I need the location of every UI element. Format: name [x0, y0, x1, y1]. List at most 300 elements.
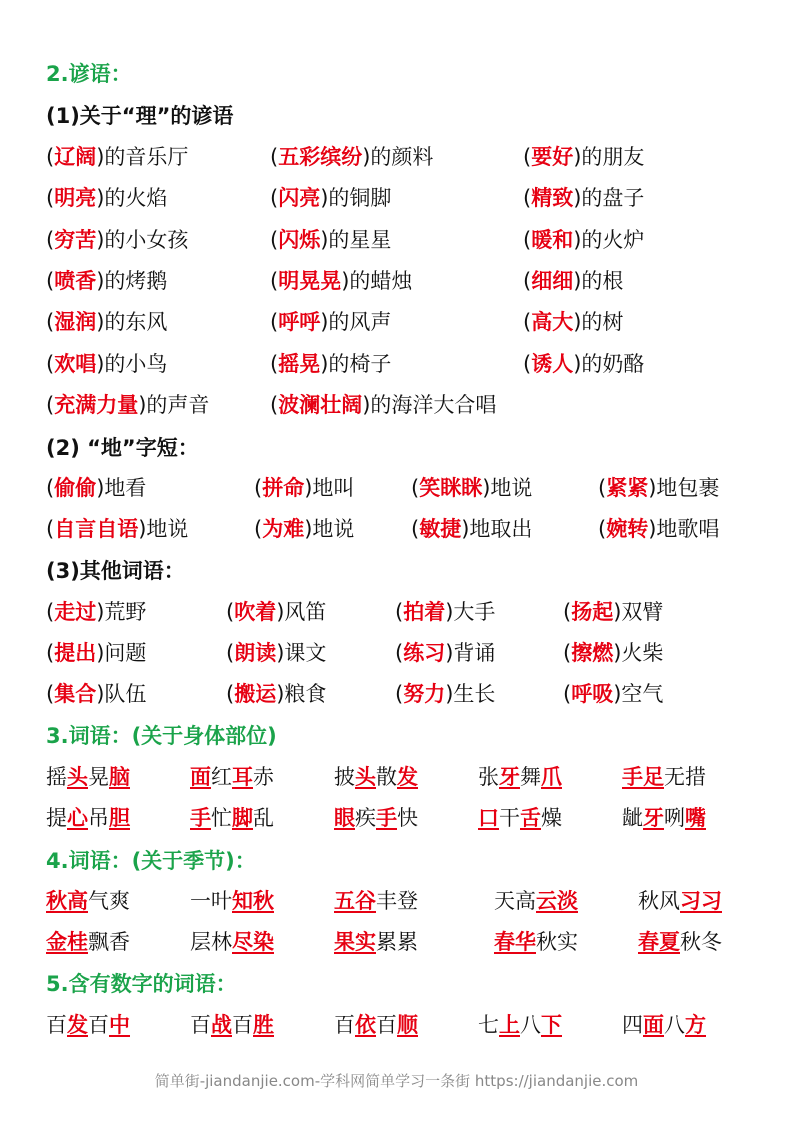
- phrase-cell: [411, 513, 532, 543]
- answer-word: 欢唱: [54, 352, 97, 376]
- open-paren: (: [523, 145, 532, 169]
- given-char: 咧: [664, 806, 685, 830]
- phrase-rest: 的风声: [328, 310, 392, 334]
- open-paren: (: [523, 269, 532, 293]
- open-paren: (: [523, 352, 532, 376]
- given-char: 晃: [88, 765, 109, 789]
- open-paren: (: [46, 393, 55, 417]
- close-paren: ): [304, 476, 313, 500]
- word-cell: [622, 761, 706, 791]
- open-paren: (: [46, 600, 55, 624]
- answer-char: 上: [499, 1013, 520, 1037]
- answer-char: 尽染: [232, 930, 274, 954]
- phrase-rest: 的小女孩: [104, 228, 189, 252]
- phrase-cell: [523, 265, 623, 295]
- word-cell: [478, 1009, 562, 1039]
- given-char: 忙: [211, 806, 232, 830]
- close-paren: ): [276, 682, 285, 706]
- word-cell: [622, 802, 706, 832]
- answer-word: 走过: [54, 600, 97, 624]
- given-char: 快: [397, 806, 418, 830]
- answer-char: 头: [355, 765, 376, 789]
- answer-word: 偷偷: [54, 476, 97, 500]
- open-paren: (: [254, 476, 263, 500]
- given-char: 秋冬: [680, 930, 722, 954]
- close-paren: ): [613, 641, 622, 665]
- answer-char: 面: [190, 765, 211, 789]
- open-paren: (: [46, 269, 55, 293]
- answer-word: 闪亮: [278, 186, 321, 210]
- phrase-cell: [270, 224, 391, 254]
- phrase-cell: [46, 306, 167, 336]
- phrase-cell: [46, 472, 146, 502]
- phrase-rest: 的树: [581, 310, 624, 334]
- answer-word: 婉转: [606, 517, 649, 541]
- answer-word: 明晃晃: [278, 269, 342, 293]
- answer-word: 摇晃: [278, 352, 321, 376]
- answer-char: 脚: [232, 806, 253, 830]
- close-paren: ): [573, 310, 582, 334]
- given-char: 层林: [190, 930, 232, 954]
- answer-word: 为难: [262, 517, 305, 541]
- close-paren: ): [573, 186, 582, 210]
- answer-word: 自言自语: [54, 517, 139, 541]
- phrase-cell: [523, 306, 623, 336]
- word-cell: [190, 1009, 274, 1039]
- phrase-rest: 的火焰: [104, 186, 168, 210]
- phrase-cell: [563, 637, 663, 667]
- word-cell: [46, 761, 130, 791]
- answer-char: 云淡: [536, 889, 578, 913]
- given-char: 一叶: [190, 889, 232, 913]
- open-paren: (: [226, 600, 235, 624]
- given-char: 飘香: [88, 930, 130, 954]
- phrase-cell: [46, 265, 167, 295]
- given-char: 八: [520, 1013, 541, 1037]
- phrase-cell: [523, 348, 644, 378]
- close-paren: ): [96, 641, 105, 665]
- close-paren: ): [96, 600, 105, 624]
- open-paren: (: [523, 186, 532, 210]
- answer-char: 胆: [109, 806, 130, 830]
- open-paren: (: [563, 600, 572, 624]
- answer-word: 擦燃: [571, 641, 614, 665]
- given-char: 燥: [541, 806, 562, 830]
- answer-word: 吹着: [234, 600, 277, 624]
- phrase-cell: [254, 472, 354, 502]
- close-paren: ): [573, 145, 582, 169]
- phrase-cell: [46, 224, 188, 254]
- phrase-rest: 的音乐厅: [104, 145, 189, 169]
- section-5-title: 5.含有数字的词语：: [46, 972, 237, 996]
- answer-char: 顺: [397, 1013, 418, 1037]
- answer-word: 提出: [54, 641, 97, 665]
- open-paren: (: [270, 228, 279, 252]
- phrase-cell: [598, 513, 719, 543]
- word-cell: [638, 885, 722, 915]
- phrase-rest: 风笛: [284, 600, 327, 624]
- close-paren: ): [362, 393, 371, 417]
- open-paren: (: [226, 682, 235, 706]
- phrase-cell: [46, 141, 188, 171]
- answer-char: 春夏: [638, 930, 680, 954]
- close-paren: ): [304, 517, 313, 541]
- section-2-title: 2.谚语：: [46, 62, 132, 86]
- given-char: 疾: [355, 806, 376, 830]
- phrase-cell: [523, 141, 644, 171]
- close-paren: ): [445, 600, 454, 624]
- close-paren: ): [573, 352, 582, 376]
- open-paren: (: [270, 269, 279, 293]
- phrase-rest: 地包裹: [656, 476, 720, 500]
- answer-char: 头: [67, 765, 88, 789]
- phrase-rest: 地说: [146, 517, 189, 541]
- answer-word: 五彩缤纷: [278, 145, 363, 169]
- phrase-rest: 地叫: [312, 476, 355, 500]
- answer-word: 努力: [403, 682, 446, 706]
- word-cell: [190, 885, 274, 915]
- given-char: 百: [190, 1013, 211, 1037]
- given-char: 丰登: [376, 889, 418, 913]
- answer-word: 辽阔: [54, 145, 97, 169]
- answer-word: 明亮: [54, 186, 97, 210]
- phrase-rest: 的铜脚: [328, 186, 392, 210]
- given-char: 累累: [376, 930, 418, 954]
- phrase-rest: 课文: [284, 641, 327, 665]
- given-char: 秋实: [536, 930, 578, 954]
- close-paren: ): [482, 476, 491, 500]
- answer-word: 集合: [54, 682, 97, 706]
- given-char: 吊: [88, 806, 109, 830]
- close-paren: ): [461, 517, 470, 541]
- phrase-cell: [411, 472, 532, 502]
- phrase-cell: [563, 596, 663, 626]
- given-char: 无措: [664, 765, 706, 789]
- close-paren: ): [573, 269, 582, 293]
- open-paren: (: [270, 186, 279, 210]
- phrase-cell: [598, 472, 719, 502]
- word-cell: [334, 761, 418, 791]
- phrase-cell: [46, 389, 209, 419]
- open-paren: (: [270, 352, 279, 376]
- phrase-cell: [523, 182, 644, 212]
- close-paren: ): [96, 476, 105, 500]
- given-char: 摇: [46, 765, 67, 789]
- given-char: 百: [232, 1013, 253, 1037]
- open-paren: (: [46, 186, 55, 210]
- open-paren: (: [270, 310, 279, 334]
- given-char: 八: [664, 1013, 685, 1037]
- word-cell: [190, 761, 274, 791]
- phrase-rest: 地说: [312, 517, 355, 541]
- answer-word: 暖和: [531, 228, 574, 252]
- answer-char: 战: [211, 1013, 232, 1037]
- phrase-cell: [46, 637, 146, 667]
- phrase-rest: 的盘子: [581, 186, 645, 210]
- answer-char: 知秋: [232, 889, 274, 913]
- close-paren: ): [341, 269, 350, 293]
- open-paren: (: [270, 145, 279, 169]
- answer-char: 牙: [643, 806, 664, 830]
- close-paren: ): [138, 393, 147, 417]
- phrase-rest: 的奶酪: [581, 352, 645, 376]
- word-cell: [478, 802, 562, 832]
- answer-char: 金桂: [46, 930, 88, 954]
- word-cell: [638, 926, 722, 956]
- phrase-rest: 地说: [490, 476, 533, 500]
- phrase-rest: 的朋友: [581, 145, 645, 169]
- phrase-cell: [270, 265, 412, 295]
- phrase-rest: 的烤鹅: [104, 269, 168, 293]
- given-char: 气爽: [88, 889, 130, 913]
- answer-char: 胜: [253, 1013, 274, 1037]
- given-char: 张: [478, 765, 499, 789]
- answer-word: 扬起: [571, 600, 614, 624]
- open-paren: (: [395, 641, 404, 665]
- given-char: 百: [376, 1013, 397, 1037]
- phrase-rest: 队伍: [104, 682, 147, 706]
- phrase-rest: 粮食: [284, 682, 327, 706]
- phrase-rest: 双臂: [621, 600, 664, 624]
- phrase-rest: 的根: [581, 269, 624, 293]
- phrase-cell: [270, 389, 496, 419]
- answer-char: 手: [376, 806, 397, 830]
- phrase-cell: [46, 678, 146, 708]
- open-paren: (: [46, 682, 55, 706]
- open-paren: (: [563, 682, 572, 706]
- phrase-rest: 荒野: [104, 600, 147, 624]
- close-paren: ): [138, 517, 147, 541]
- answer-word: 闪烁: [278, 228, 321, 252]
- phrase-rest: 的星星: [328, 228, 392, 252]
- answer-word: 穷苦: [54, 228, 97, 252]
- phrase-cell: [46, 182, 167, 212]
- section-3-title: 3.词语：(关于身体部位): [46, 724, 277, 748]
- open-paren: (: [395, 600, 404, 624]
- phrase-rest: 地取出: [469, 517, 533, 541]
- phrase-cell: [270, 141, 433, 171]
- section-2-sub2: (2) “地”字短：: [46, 436, 199, 460]
- answer-char: 心: [67, 806, 88, 830]
- close-paren: ): [96, 310, 105, 334]
- close-paren: ): [320, 186, 329, 210]
- open-paren: (: [46, 352, 55, 376]
- answer-word: 湿润: [54, 310, 97, 334]
- phrase-rest: 的小鸟: [104, 352, 168, 376]
- open-paren: (: [598, 476, 607, 500]
- phrase-cell: [563, 678, 663, 708]
- answer-word: 精致: [531, 186, 574, 210]
- open-paren: (: [523, 310, 532, 334]
- answer-word: 敏捷: [419, 517, 462, 541]
- word-cell: [494, 885, 578, 915]
- section-2-sub3: (3)其他词语：: [46, 559, 185, 583]
- word-cell: [622, 1009, 706, 1039]
- phrase-cell: [395, 637, 495, 667]
- open-paren: (: [395, 682, 404, 706]
- phrase-cell: [395, 596, 495, 626]
- answer-char: 手足: [622, 765, 664, 789]
- answer-char: 口: [478, 806, 499, 830]
- phrase-rest: 背诵: [453, 641, 496, 665]
- answer-word: 拼命: [262, 476, 305, 500]
- phrase-rest: 的椅子: [328, 352, 392, 376]
- answer-word: 诱人: [531, 352, 574, 376]
- word-cell: [478, 761, 562, 791]
- close-paren: ): [96, 145, 105, 169]
- answer-char: 嘴: [685, 806, 706, 830]
- phrase-cell: [270, 306, 391, 336]
- open-paren: (: [598, 517, 607, 541]
- answer-char: 方: [685, 1013, 706, 1037]
- word-cell: [46, 926, 130, 956]
- phrase-rest: 的火炉: [581, 228, 645, 252]
- word-cell: [46, 1009, 130, 1039]
- answer-char: 发: [67, 1013, 88, 1037]
- answer-word: 细细: [531, 269, 574, 293]
- close-paren: ): [648, 476, 657, 500]
- answer-char: 五谷: [334, 889, 376, 913]
- close-paren: ): [96, 269, 105, 293]
- phrase-rest: 的海洋大合唱: [370, 393, 497, 417]
- given-char: 龇: [622, 806, 643, 830]
- answer-char: 中: [109, 1013, 130, 1037]
- phrase-rest: 地歌唱: [656, 517, 720, 541]
- answer-word: 喷香: [54, 269, 97, 293]
- answer-word: 充满力量: [54, 393, 139, 417]
- open-paren: (: [254, 517, 263, 541]
- answer-char: 爪: [541, 765, 562, 789]
- phrase-cell: [523, 224, 644, 254]
- answer-char: 脑: [109, 765, 130, 789]
- given-char: 散: [376, 765, 397, 789]
- open-paren: (: [46, 641, 55, 665]
- answer-char: 春华: [494, 930, 536, 954]
- section-2-sub1: (1)关于“理”的谚语: [46, 104, 234, 128]
- phrase-cell: [254, 513, 354, 543]
- open-paren: (: [46, 228, 55, 252]
- answer-word: 朗读: [234, 641, 277, 665]
- given-char: 乱: [253, 806, 274, 830]
- close-paren: ): [362, 145, 371, 169]
- given-char: 百: [46, 1013, 67, 1037]
- given-char: 红: [211, 765, 232, 789]
- given-char: 提: [46, 806, 67, 830]
- given-char: 百: [88, 1013, 109, 1037]
- answer-word: 呼吸: [571, 682, 614, 706]
- footer-text: 简单街-jiandanjie.com-学科网简单学习一条街 https://jiandanjie.com: [154, 1072, 639, 1090]
- phrase-rest: 的声音: [146, 393, 210, 417]
- open-paren: (: [563, 641, 572, 665]
- answer-char: 果实: [334, 930, 376, 954]
- given-char: 天高: [494, 889, 536, 913]
- close-paren: ): [276, 641, 285, 665]
- answer-char: 手: [190, 806, 211, 830]
- close-paren: ): [445, 641, 454, 665]
- phrase-rest: 生长: [453, 682, 496, 706]
- phrase-cell: [270, 182, 391, 212]
- open-paren: (: [226, 641, 235, 665]
- close-paren: ): [96, 682, 105, 706]
- close-paren: ): [96, 352, 105, 376]
- word-cell: [334, 1009, 418, 1039]
- phrase-cell: [46, 348, 167, 378]
- phrase-cell: [395, 678, 495, 708]
- given-char: 干: [499, 806, 520, 830]
- open-paren: (: [523, 228, 532, 252]
- answer-char: 眼: [334, 806, 355, 830]
- close-paren: ): [320, 228, 329, 252]
- phrase-cell: [226, 596, 326, 626]
- answer-word: 搬运: [234, 682, 277, 706]
- answer-word: 紧紧: [606, 476, 649, 500]
- close-paren: ): [648, 517, 657, 541]
- phrase-rest: 地看: [104, 476, 147, 500]
- word-cell: [190, 926, 274, 956]
- phrase-rest: 火柴: [621, 641, 664, 665]
- phrase-rest: 问题: [104, 641, 147, 665]
- phrase-cell: [46, 596, 146, 626]
- close-paren: ): [276, 600, 285, 624]
- open-paren: (: [411, 476, 420, 500]
- given-char: 披: [334, 765, 355, 789]
- close-paren: ): [613, 600, 622, 624]
- word-cell: [494, 926, 578, 956]
- word-cell: [334, 885, 418, 915]
- answer-char: 面: [643, 1013, 664, 1037]
- word-cell: [46, 802, 130, 832]
- given-char: 赤: [253, 765, 274, 789]
- given-char: 百: [334, 1013, 355, 1037]
- phrase-cell: [226, 678, 326, 708]
- given-char: 七: [478, 1013, 499, 1037]
- close-paren: ): [320, 310, 329, 334]
- answer-word: 高大: [531, 310, 574, 334]
- phrase-cell: [226, 637, 326, 667]
- phrase-cell: [270, 348, 391, 378]
- given-char: 四: [622, 1013, 643, 1037]
- answer-word: 练习: [403, 641, 446, 665]
- given-char: 舞: [520, 765, 541, 789]
- word-cell: [334, 926, 418, 956]
- close-paren: ): [445, 682, 454, 706]
- close-paren: ): [613, 682, 622, 706]
- answer-char: 耳: [232, 765, 253, 789]
- answer-char: 发: [397, 765, 418, 789]
- phrase-rest: 的蜡烛: [349, 269, 413, 293]
- section-4-title: 4.词语：(关于季节)：: [46, 849, 256, 873]
- answer-char: 下: [541, 1013, 562, 1037]
- close-paren: ): [96, 186, 105, 210]
- phrase-rest: 大手: [453, 600, 496, 624]
- phrase-cell: [46, 513, 188, 543]
- answer-char: 依: [355, 1013, 376, 1037]
- close-paren: ): [573, 228, 582, 252]
- open-paren: (: [46, 310, 55, 334]
- open-paren: (: [411, 517, 420, 541]
- answer-word: 波澜壮阔: [278, 393, 363, 417]
- open-paren: (: [46, 517, 55, 541]
- phrase-rest: 空气: [621, 682, 664, 706]
- open-paren: (: [270, 393, 279, 417]
- answer-char: 秋高: [46, 889, 88, 913]
- answer-word: 笑眯眯: [419, 476, 483, 500]
- word-cell: [46, 885, 130, 915]
- close-paren: ): [320, 352, 329, 376]
- phrase-rest: 的东风: [104, 310, 168, 334]
- open-paren: (: [46, 145, 55, 169]
- answer-word: 呼呼: [278, 310, 321, 334]
